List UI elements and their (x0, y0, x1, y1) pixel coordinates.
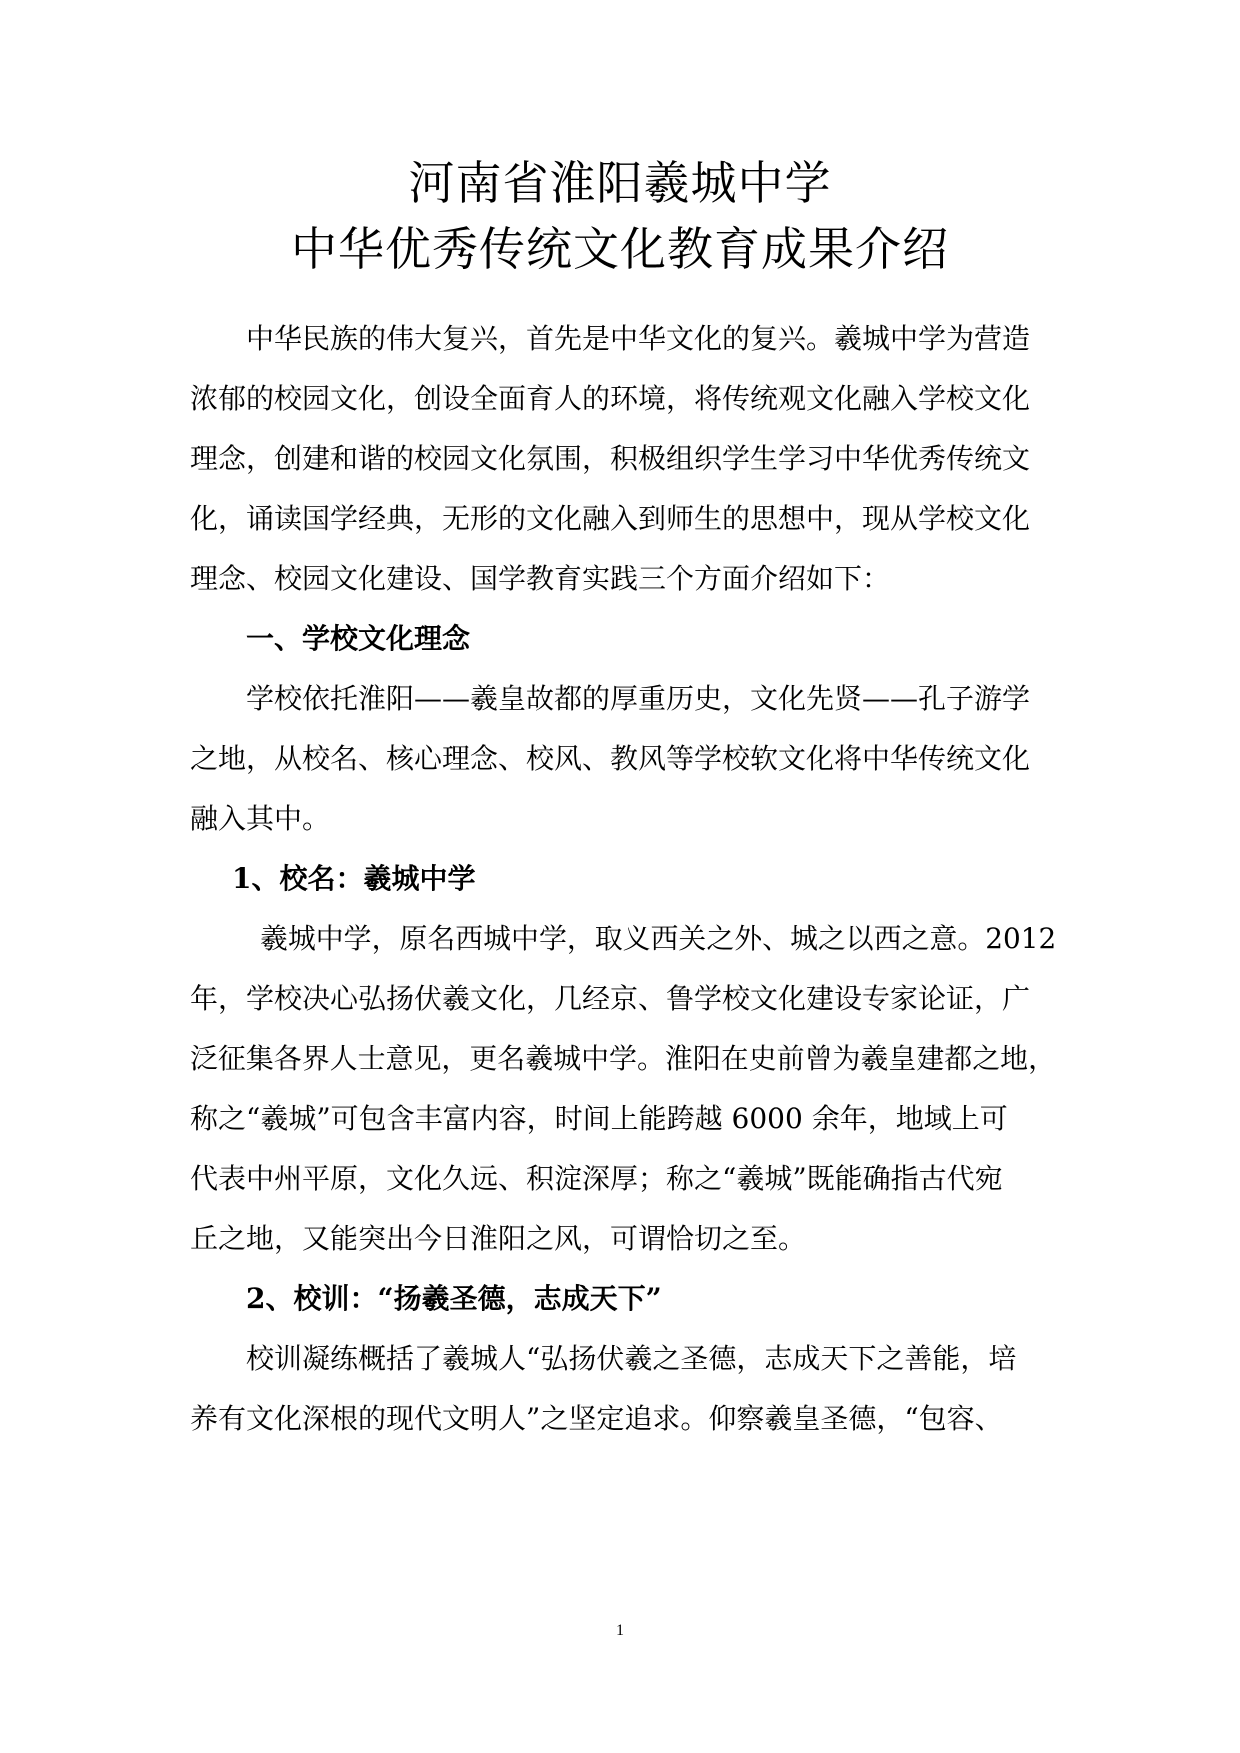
subsection-heading: 1、校名：羲城中学 (232, 862, 476, 895)
paragraph-line: 校训凝练概括了羲城人“弘扬伏羲之圣德，志成天下之善能，培 (246, 1342, 1017, 1375)
page-number: 1 (616, 1622, 624, 1639)
paragraph-line: 泛征集各界人士意见，更名羲城中学。淮阳在史前曾为羲皇建都之地， (190, 1042, 1057, 1075)
paragraph-line: 浓郁的校园文化，创设全面育人的环境，将传统观文化融入学校文化 (190, 382, 1031, 415)
paragraph-line: 中华民族的伟大复兴，首先是中华文化的复兴。羲城中学为营造 (246, 322, 1031, 355)
paragraph-line: 化，诵读国学经典，无形的文化融入到师生的思想中，现从学校文化 (190, 502, 1031, 535)
subsection-heading: 2、校训：“扬羲圣德，志成天下” (246, 1282, 662, 1315)
paragraph-line: 养有文化深根的现代文明人”之坚定追求。仰察羲皇圣德，“包容、 (190, 1402, 1003, 1435)
paragraph-line: 丘之地，又能突出今日淮阳之风，可谓恰切之至。 (190, 1222, 807, 1255)
paragraph-line: 年，学校决心弘扬伏羲文化，几经京、鲁学校文化建设专家论证，广 (190, 982, 1031, 1015)
paragraph-line: 羲城中学，原名西城中学，取义西关之外、城之以西之意。2012 (260, 922, 1057, 955)
paragraph-line: 代表中州平原，文化久远、积淀深厚；称之“羲城”既能确指古代宛 (190, 1162, 1003, 1195)
paragraph-line: 融入其中。 (190, 802, 331, 835)
document-title-line-2: 中华优秀传统文化教育成果介绍 (291, 222, 949, 276)
document-title-line-1: 河南省淮阳羲城中学 (408, 156, 832, 210)
paragraph-line: 学校依托淮阳——羲皇故都的厚重历史，文化先贤——孔子游学 (246, 682, 1031, 715)
section-heading: 一、学校文化理念 (246, 622, 471, 655)
paragraph-line: 之地，从校名、核心理念、校风、教风等学校软文化将中华传统文化 (190, 742, 1031, 775)
paragraph-line: 理念，创建和谐的校园文化氛围，积极组织学生学习中华优秀传统文 (190, 442, 1031, 475)
paragraph-line: 称之“羲城”可包含丰富内容，时间上能跨越 6000 余年，地域上可 (190, 1102, 1008, 1135)
paragraph-line: 理念、校园文化建设、国学教育实践三个方面介绍如下： (190, 562, 891, 595)
